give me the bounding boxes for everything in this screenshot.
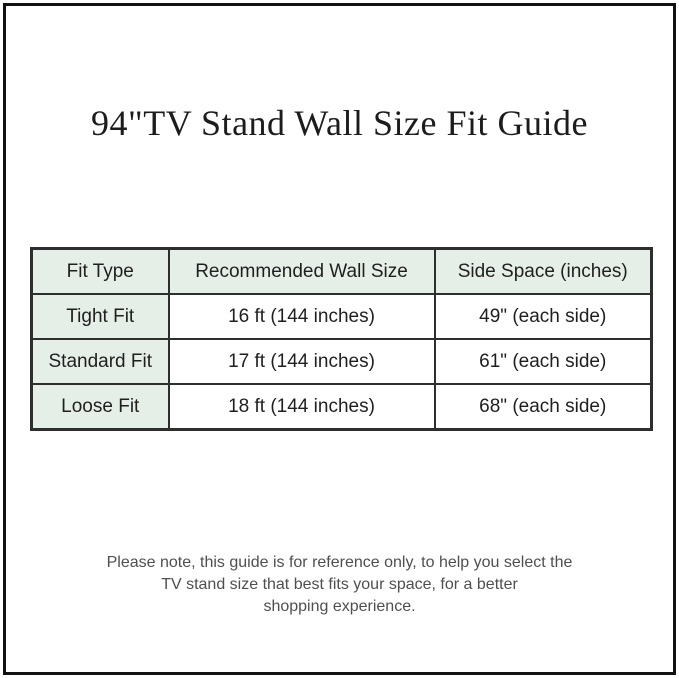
reference-note-line: TV stand size that best fits your space, for a better [161, 576, 518, 593]
outer-border-frame [3, 3, 676, 675]
reference-note-line: shopping experience. [263, 598, 416, 615]
column-header-side-space: Side Space (inches) [435, 249, 652, 295]
column-header-recommended-wall-size: Recommended Wall Size [169, 249, 435, 295]
table-cell: Loose Fit [32, 384, 169, 430]
table-row-standard-fit [32, 339, 652, 384]
column-header-fit-type: Fit Type [32, 249, 169, 295]
reference-note-line: Please note, this guide is for reference only, to help you select the [106, 554, 573, 571]
reference-note [6, 552, 673, 618]
table-cell: Standard Fit [32, 339, 169, 384]
table-row-tight-fit [32, 294, 652, 339]
header-row [32, 249, 652, 295]
table-cell: 68" (each side) [435, 384, 652, 430]
table-cell: 49" (each side) [435, 294, 652, 339]
table-cell: 17 ft (144 inches) [169, 339, 435, 384]
table-cell: 16 ft (144 inches) [169, 294, 435, 339]
page-title: 94"TV Stand Wall Size Fit Guide [91, 103, 588, 143]
table-cell: Tight Fit [32, 294, 169, 339]
table-cell: 61" (each side) [435, 339, 652, 384]
fit-guide-table [30, 247, 653, 431]
table-row-loose-fit [32, 384, 652, 430]
table-cell: 18 ft (144 inches) [169, 384, 435, 430]
